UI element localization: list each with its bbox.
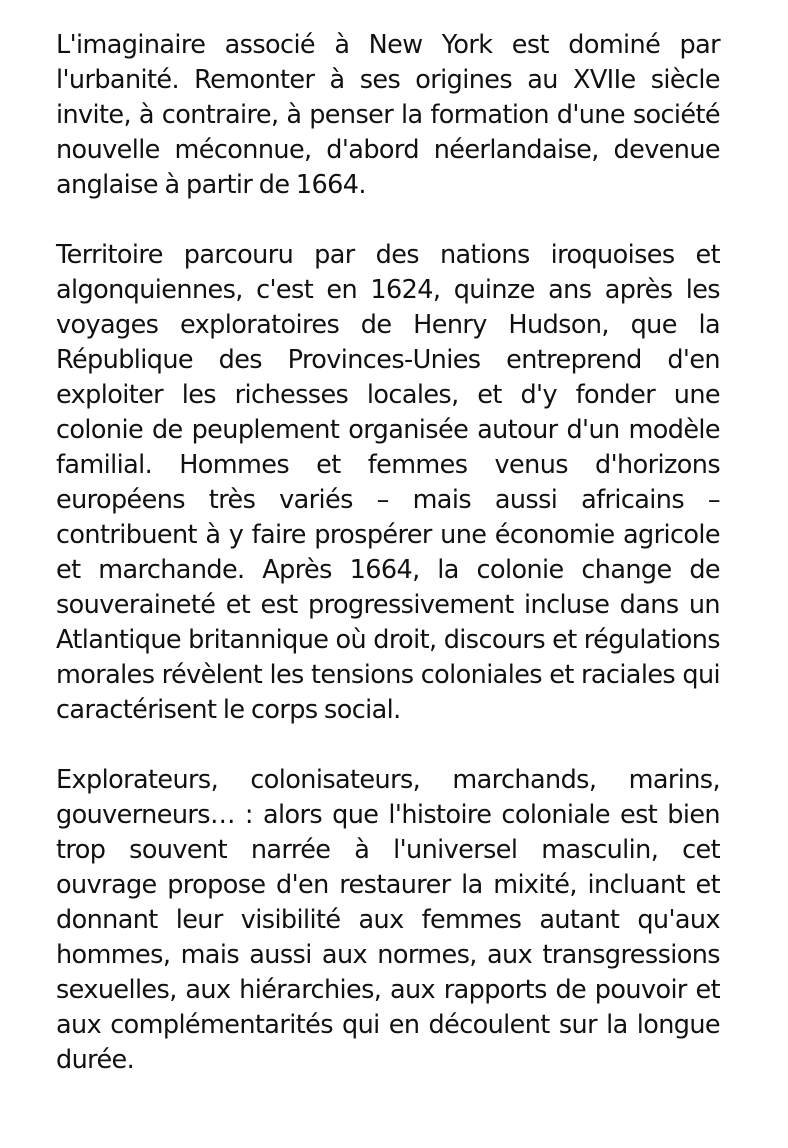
paragraph-intro: L'imaginaire associé à New York est dominé par l'urbanité. Remonter à ses origines au XVIIe siècle invite, à contraire, à penser la formation d'une société nouvelle méconnue, d'abord néerlandaise, devenue anglaise à partir de 1664. bbox=[56, 30, 720, 200]
book-description-text bbox=[56, 28, 720, 1078]
paragraph-book-purpose: Explorateurs, colonisateurs, marchands, marins, gouverneurs… : alors que l'histoire coloniale est bien trop souvent narrée à l'universel masculin, cet ouvrage propose d'en restaurer la mixité, incluant et donnant leur visibilité aux femmes autant qu'aux hommes, mais aussi aux normes, aux transgressions sexuelles, aux hiérarchies, aux rapports de pouvoir et aux complémentarités qui en découlent sur la longue durée. bbox=[56, 765, 720, 1075]
paragraph-colony-history: Territoire parcouru par des nations iroquoises et algonquiennes, c'est en 1624, quinze ans après les voyages exploratoires de Henry Hudson, que la République des Provinces-Unies entreprend d'en exploiter les richesses locales, et d'y fonder une colonie de peuplement organisée autour d'un modèle familial. Hommes et femmes venus d'horizons européens très variés – mais aussi africains – contribuent à y faire prospérer une économie agricole et marchande. Après 1664, la colonie change de souveraineté et est progressivement incluse dans un Atlantique britannique où droit, discours et régulations morales révèlent les tensions coloniales et raciales qui caractérisent le corps social. bbox=[56, 240, 720, 725]
